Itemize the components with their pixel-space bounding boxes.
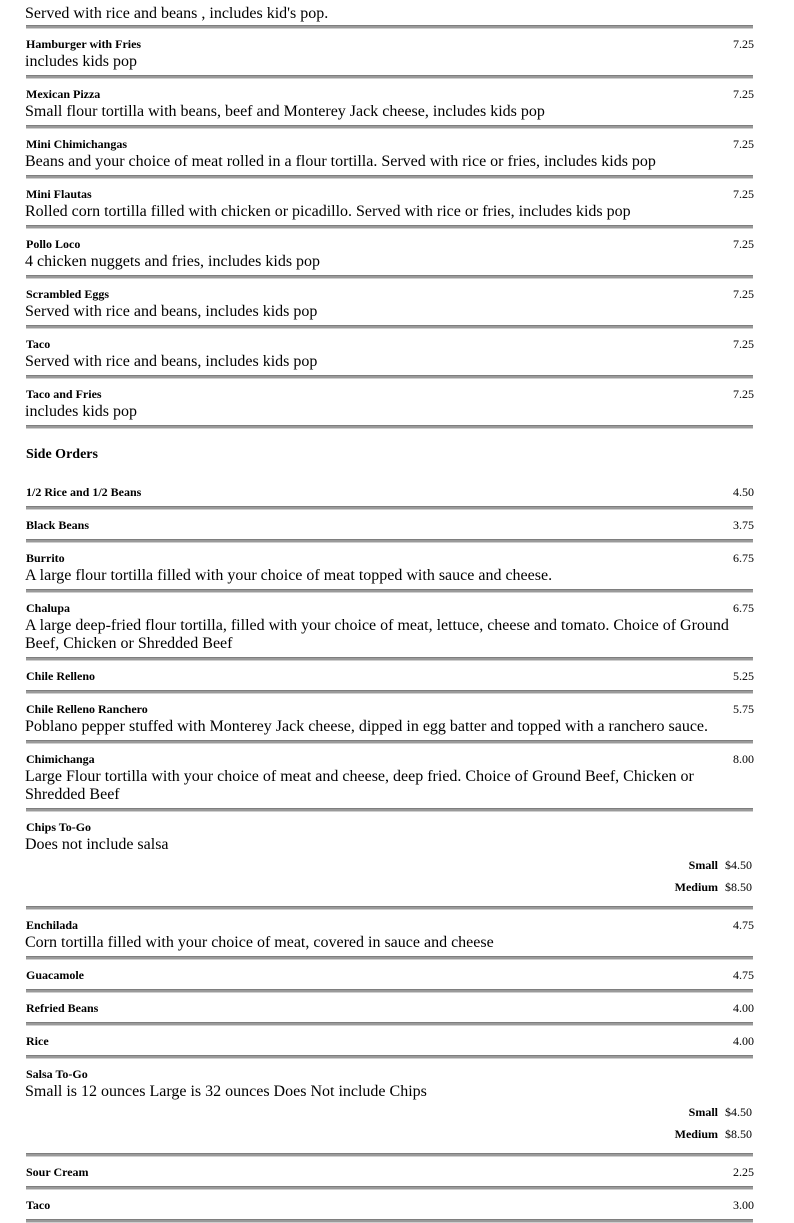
menu-item-name: Taco [26, 1198, 51, 1212]
menu-item-price: 7.25 [733, 237, 754, 251]
menu-item-header [25, 968, 754, 982]
menu-item [25, 379, 754, 425]
menu-item-name: Mini Chimichangas [26, 137, 128, 151]
menu-item-name: Scrambled Eggs [26, 287, 110, 301]
menu-item-name: Chile Relleno [26, 669, 95, 683]
menu-item-price: 2.25 [733, 1165, 754, 1179]
menu-item-description: Poblano pepper stuffed with Monterey Jack cheese, dipped in egg batter and topped with a ranchero sauce. [25, 718, 709, 735]
menu-item-header [25, 1001, 754, 1015]
menu-item-price: 7.25 [733, 37, 754, 51]
section-title-side-orders: Side Orders [26, 447, 98, 462]
menu-item-price: 5.75 [733, 702, 754, 716]
menu-item-name: Taco and Fries [26, 387, 102, 401]
menu-item [25, 960, 754, 989]
menu-item [25, 593, 754, 657]
menu-item-description: Does not include salsa [25, 836, 169, 853]
menu-item [25, 543, 754, 589]
menu-item [25, 661, 754, 690]
menu-item [25, 993, 754, 1022]
menu-item-name: Black Beans [26, 518, 90, 532]
menu-item-description: includes kids pop [25, 403, 137, 420]
menu-item-header [25, 1198, 754, 1212]
menu-item-description: Corn tortilla filled with your choice of meat, covered in sauce and cheese [25, 934, 494, 951]
menu-item [25, 694, 754, 740]
menu-item-price: 7.25 [733, 187, 754, 201]
menu-item-header [25, 669, 754, 683]
menu-item-description: Served with rice and beans, includes kids pop [25, 353, 318, 370]
menu-item [25, 1190, 754, 1219]
menu-item-description: A large deep-fried flour tortilla, filled with your choice of meat, lettuce, cheese and tomato. Choice of Ground Beef, Chicken or Shredded Beef [25, 617, 729, 652]
menu-item-description: Small is 12 ounces Large is 32 ounces Does Not include Chips [25, 1083, 427, 1100]
menu-item-price: 7.25 [733, 87, 754, 101]
size-price: $8.50 [725, 880, 752, 894]
menu-item-header [25, 287, 754, 301]
size-price: $8.50 [725, 1127, 752, 1141]
menu-item-header [25, 485, 754, 499]
menu-item [25, 179, 754, 225]
menu-item-price: 3.00 [733, 1198, 754, 1212]
menu-item [25, 510, 754, 539]
menu-item-price: 7.25 [733, 137, 754, 151]
size-option-row [25, 880, 754, 902]
menu-item-name: Mini Flautas [26, 187, 92, 201]
menu-item-description: Beans and your choice of meat rolled in a flour tortilla. Served with rice or fries, includes kids pop [25, 153, 656, 170]
menu-item-header [25, 87, 754, 101]
menu-item-name: Chile Relleno Ranchero [26, 702, 148, 716]
menu-item-description: Large Flour tortilla with your choice of meat and cheese, deep fried. Choice of Ground Beef, Chicken or Shredded Beef [25, 768, 694, 803]
menu-item-name: Mexican Pizza [26, 87, 101, 101]
menu-item [25, 1157, 754, 1186]
menu-item-name: Enchilada [26, 918, 79, 932]
menu-item [25, 910, 754, 956]
menu-item-header [25, 752, 754, 766]
menu-item-price: 7.25 [733, 387, 754, 401]
size-label: Small [688, 1105, 718, 1119]
menu-item-header [25, 702, 754, 716]
size-price: $4.50 [725, 1105, 752, 1119]
menu-item-header [25, 551, 754, 565]
menu-item-name: Chimichanga [26, 752, 95, 766]
side-orders-list [25, 477, 754, 1223]
menu-item [25, 812, 754, 906]
menu-item-name: Salsa To-Go [26, 1067, 88, 1081]
menu-item-price: 4.00 [733, 1034, 754, 1048]
menu-item-price: 4.00 [733, 1001, 754, 1015]
menu-item-header [25, 1034, 754, 1048]
menu-item-header [25, 1067, 754, 1081]
menu-item-name: Chalupa [26, 601, 71, 615]
menu-item-name: Pollo Loco [26, 237, 81, 251]
menu-item [25, 329, 754, 375]
menu-item-description: includes kids pop [25, 53, 137, 70]
menu-item-name: Sour Cream [26, 1165, 89, 1179]
menu-item-price: 7.25 [733, 287, 754, 301]
menu-item-name: Chips To-Go [26, 820, 92, 834]
menu-item-header [25, 518, 754, 532]
menu-item-name: Taco [26, 337, 51, 351]
menu-item-name: Guacamole [26, 968, 84, 982]
menu-item [25, 129, 754, 175]
menu-item-price: 4.75 [733, 918, 754, 932]
menu-item-header [25, 187, 754, 201]
menu-item [25, 1026, 754, 1055]
kids-menu-list [25, 29, 754, 429]
menu-item-header [25, 337, 754, 351]
menu-item-description: Served with rice and beans, includes kids pop [25, 303, 318, 320]
menu-item-price: 6.75 [733, 551, 754, 565]
divider [26, 1219, 753, 1223]
size-label: Small [688, 858, 718, 872]
size-option-row [25, 858, 754, 880]
menu-item [25, 79, 754, 125]
size-label: Medium [674, 880, 718, 894]
menu-item-price: 4.50 [733, 485, 754, 499]
menu-item [25, 1059, 754, 1153]
menu-item-name: Burrito [26, 551, 65, 565]
menu-item-name: Hamburger with Fries [26, 37, 142, 51]
menu-item [25, 477, 754, 506]
menu-item-price: 4.75 [733, 968, 754, 982]
menu-item-header [25, 237, 754, 251]
menu-item [25, 279, 754, 325]
menu-item-description: Rolled corn tortilla filled with chicken or picadillo. Served with rice or fries, includes kids pop [25, 203, 631, 220]
size-options [25, 858, 754, 902]
size-price: $4.50 [725, 858, 752, 872]
menu-item-header [25, 918, 754, 932]
menu-item-price: 3.75 [733, 518, 754, 532]
menu-item-description: Small flour tortilla with beans, beef and Monterey Jack cheese, includes kids pop [25, 103, 545, 120]
menu-item-description: A large flour tortilla filled with your choice of meat topped with sauce and cheese. [25, 567, 553, 584]
size-option-row [25, 1127, 754, 1149]
menu-item-name: Rice [26, 1034, 49, 1048]
menu-item-price: 8.00 [733, 752, 754, 766]
menu-item [25, 29, 754, 75]
menu-page [25, 0, 754, 1223]
size-label: Medium [674, 1127, 718, 1141]
menu-item-name: 1/2 Rice and 1/2 Beans [26, 485, 142, 499]
menu-item-header [25, 601, 754, 615]
size-options [25, 1105, 754, 1149]
menu-item-description: 4 chicken nuggets and fries, includes kids pop [25, 253, 321, 270]
menu-item-header [25, 820, 754, 834]
menu-item-header [25, 1165, 754, 1179]
item-description: Served with rice and beans , includes kid's pop. [25, 5, 329, 22]
menu-item-header [25, 387, 754, 401]
size-option-row [25, 1105, 754, 1127]
menu-item [25, 744, 754, 808]
menu-item-header [25, 137, 754, 151]
menu-item-price: 7.25 [733, 337, 754, 351]
menu-item-price: 5.25 [733, 669, 754, 683]
menu-item [25, 229, 754, 275]
menu-item-price: 6.75 [733, 601, 754, 615]
menu-item-name: Refried Beans [26, 1001, 99, 1015]
menu-item-header [25, 37, 754, 51]
